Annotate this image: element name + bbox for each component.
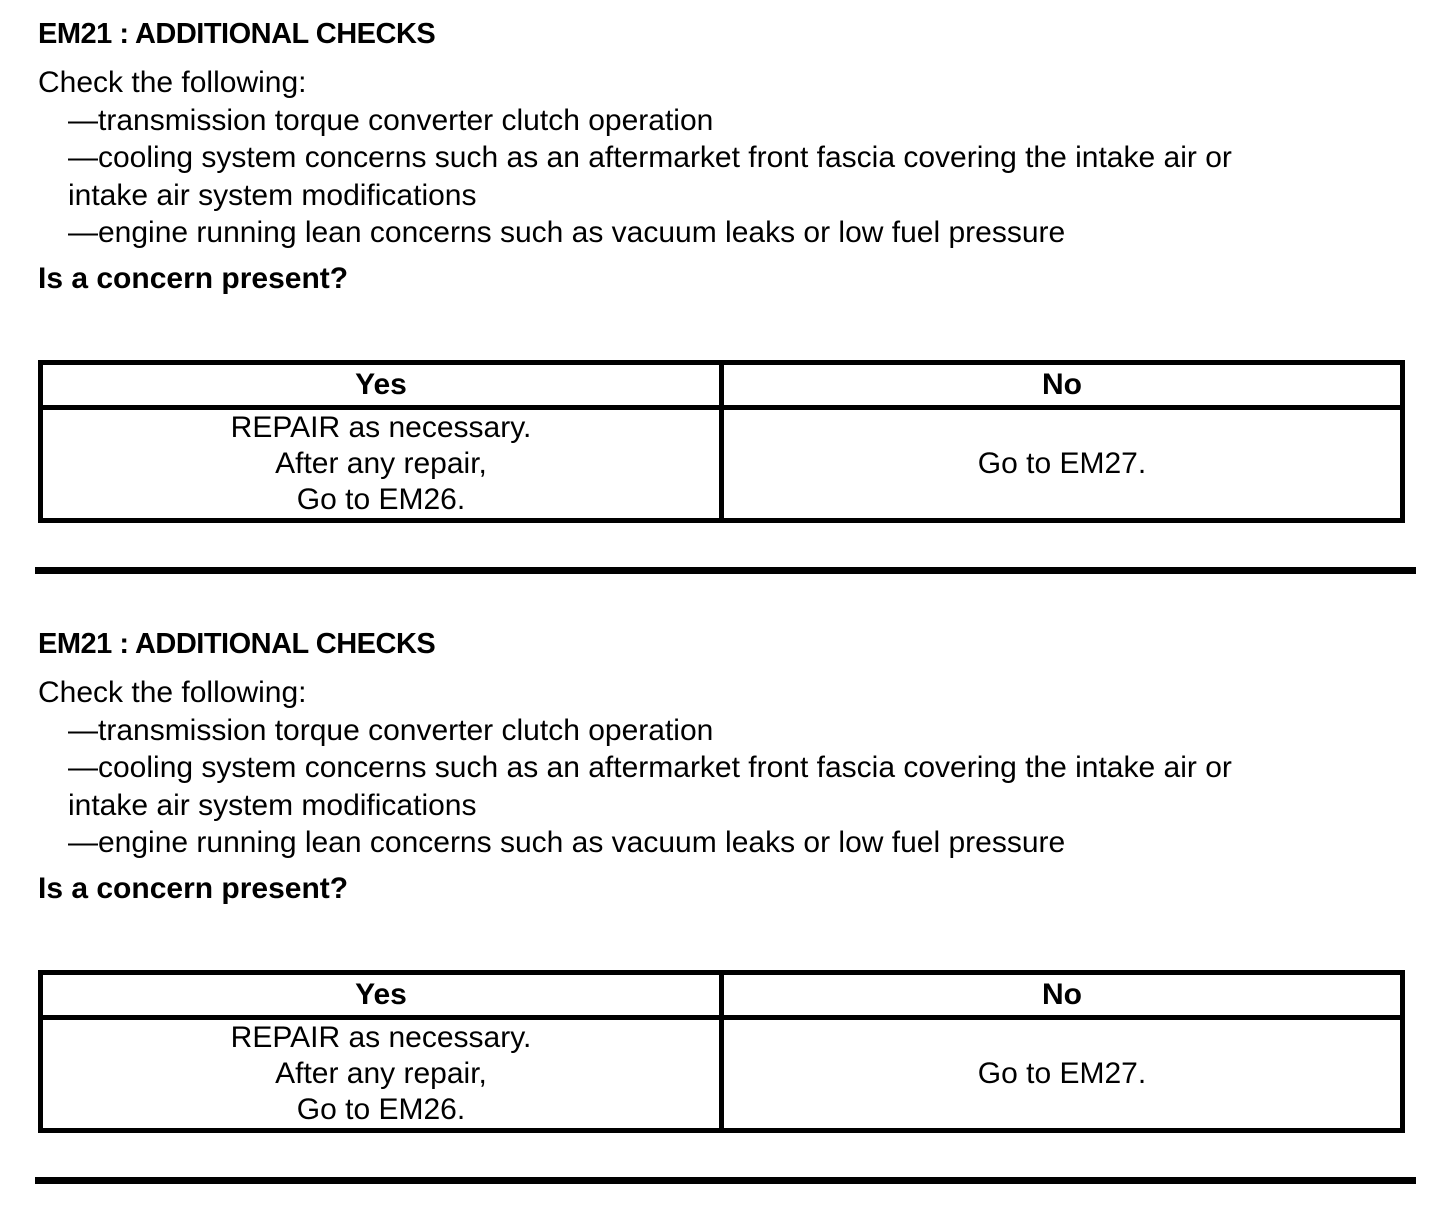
yes-action-line: After any repair, bbox=[275, 1057, 487, 1090]
yes-column-header: Yes bbox=[41, 363, 722, 408]
check-item-continuation-line: intake air system modifications bbox=[68, 178, 477, 212]
procedure-step-section-2 bbox=[0, 610, 1456, 1218]
check-item-continuation-line: intake air system modifications bbox=[68, 788, 477, 822]
decision-table bbox=[38, 360, 1405, 523]
decision-table-header-row bbox=[41, 363, 1403, 408]
check-list bbox=[38, 64, 1413, 252]
no-action-line: Go to EM27. bbox=[977, 1057, 1147, 1090]
no-column-header: No bbox=[722, 973, 1403, 1018]
check-list bbox=[38, 674, 1413, 862]
check-item-line: —cooling system concerns such as an aftermarket front fascia covering the intake air or bbox=[68, 751, 1232, 784]
step-heading: EM21 : ADDITIONAL CHECKS bbox=[38, 628, 436, 660]
decision-table-action-row bbox=[41, 1018, 1403, 1131]
decision-table-action-row bbox=[41, 408, 1403, 521]
check-item-line: —transmission torque converter clutch operation bbox=[68, 713, 714, 747]
yes-action-cell bbox=[41, 408, 722, 521]
decision-question: Is a concern present? bbox=[38, 262, 349, 295]
decision-question: Is a concern present? bbox=[38, 872, 349, 905]
check-item-line: —transmission torque converter clutch operation bbox=[68, 103, 714, 137]
check-item-line: —cooling system concerns such as an aftermarket front fascia covering the intake air or bbox=[68, 141, 1232, 174]
yes-action-line: Go to EM26. bbox=[296, 483, 466, 516]
check-item-line: —engine running lean concerns such as vacuum leaks or low fuel pressure bbox=[68, 826, 1066, 859]
yes-action-line: After any repair, bbox=[275, 447, 487, 480]
yes-action-line: REPAIR as necessary. bbox=[230, 1021, 532, 1054]
no-action-cell bbox=[722, 408, 1403, 521]
check-intro: Check the following: bbox=[38, 66, 307, 99]
check-intro: Check the following: bbox=[38, 676, 307, 709]
no-action-cell bbox=[722, 1018, 1403, 1131]
yes-action-cell bbox=[41, 1018, 722, 1131]
section-divider-rule bbox=[35, 1177, 1416, 1184]
yes-column-header: Yes bbox=[41, 973, 722, 1018]
decision-table bbox=[38, 970, 1405, 1133]
decision-table-header-row bbox=[41, 973, 1403, 1018]
section-divider-rule bbox=[35, 567, 1416, 574]
yes-action-line: Go to EM26. bbox=[296, 1093, 466, 1126]
no-action-line: Go to EM27. bbox=[977, 447, 1147, 480]
step-heading: EM21 : ADDITIONAL CHECKS bbox=[38, 18, 436, 50]
no-column-header: No bbox=[722, 363, 1403, 408]
check-item-line: —engine running lean concerns such as vacuum leaks or low fuel pressure bbox=[68, 216, 1066, 249]
yes-action-line: REPAIR as necessary. bbox=[230, 411, 532, 444]
